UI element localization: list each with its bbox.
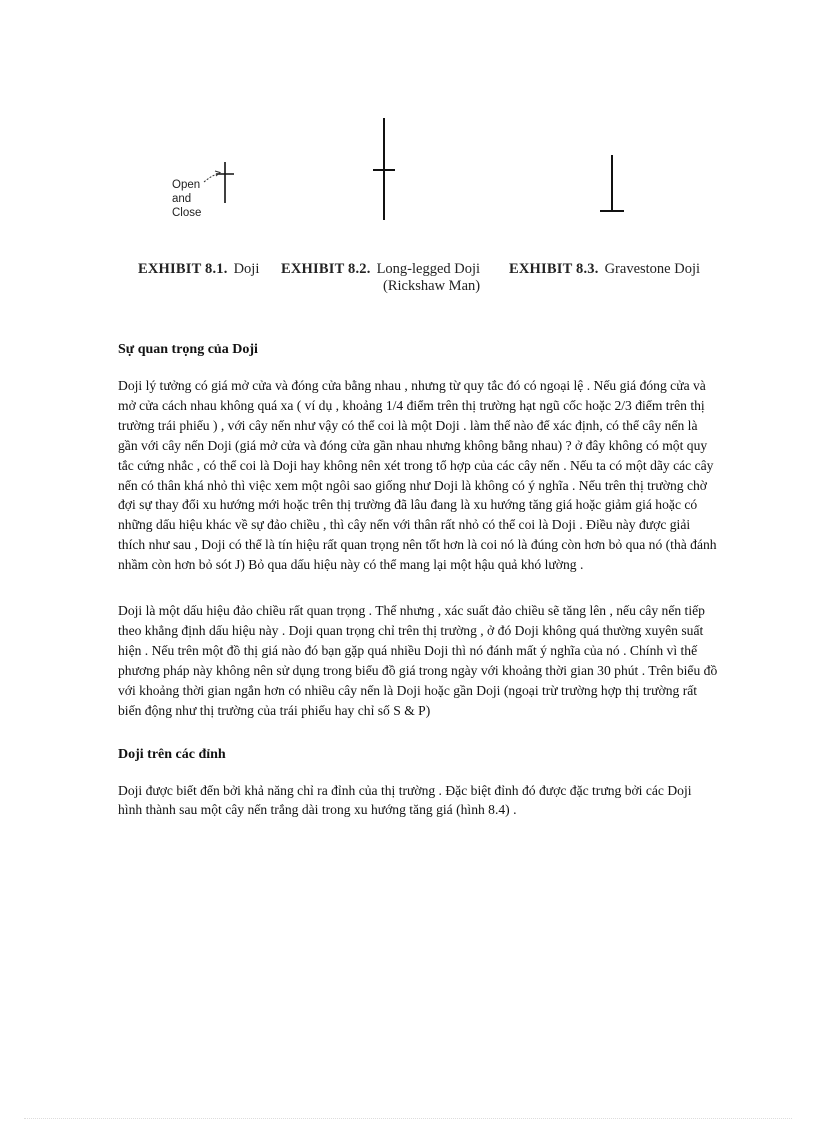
exhibit-title: Gravestone Doji — [604, 261, 701, 277]
doji-candle-icon — [216, 162, 234, 203]
annotation-open: Open — [172, 179, 201, 191]
exhibit-title: Long-legged Doji — [376, 261, 481, 277]
page-bottom-border — [24, 1118, 792, 1119]
annotation-and: and — [172, 193, 192, 205]
gravestone-doji-candle-icon — [600, 155, 624, 211]
exhibit-8-3-caption — [509, 261, 700, 278]
open-close-annotation — [172, 178, 201, 220]
long-legged-doji-candle-icon — [373, 118, 395, 220]
exhibit-number: EXHIBIT 8.3. — [509, 261, 599, 277]
paragraph: Doji lý tưởng có giá mở cửa và đóng cửa bằng nhau , nhưng từ quy tắc đó có ngoại lệ . Nếu giá đóng cửa và mở cửa cách nhau không quá xa ( ví dụ , khoảng 1/4 điểm trên thị trường hạt ngũ cốc hoặc 2/3 điểm trên thị trường trái phiếu ) , với cây nến như vậy có thể coi là một Doji . làm thế nào để xác định, có thể cây nến là gần với cây nến Doji (giá mở cửa và đóng cửa gần nhau nhưng không bằng nhau) ? ở đây không có một quy tắc cứng nhắc , có thể coi là Doji hay không nên xét trong tổ hợp của các cây nến . Nếu ta có một dãy các cây nến có thân khá nhỏ thì việc xem một ngôi sao giống như Doji là không có ý nghĩa . Nếu trên thị trường chờ đợi sự thay đổi xu hướng mới hoặc trên thị trường đã lâu đang là xu hướng tăng giá hoặc giảm giá hoặc có những dấu hiệu khác về sự đảo chiều , thì cây nến với thân rất nhỏ có thể coi là Doji . Điều này được giải thích như sau , Doji có thể là tín hiệu rất quan trọng nên tốt hơn là coi nó là đúng còn hơn bỏ qua nó (thà đánh nhầm còn hơn bỏ sót J) Bỏ qua dấu hiệu này có thể mang lại một hậu quả khó lường . — [118, 378, 717, 573]
exhibit-number: EXHIBIT 8.1. — [138, 261, 228, 277]
exhibit-title: Doji — [233, 261, 260, 277]
exhibit-8-1-caption — [138, 261, 259, 278]
exhibit-subtitle: (Rickshaw Man) — [383, 278, 481, 294]
section-heading-doji-at-tops: Doji trên các đỉnh — [118, 746, 226, 762]
doji-exhibits-figure — [0, 0, 816, 310]
annotation-close: Close — [172, 207, 202, 219]
document-body — [118, 342, 718, 846]
exhibit-number: EXHIBIT 8.2. — [281, 261, 371, 277]
open-close-arrow-icon — [204, 171, 220, 182]
paragraph: Doji được biết đến bởi khả năng chỉ ra đỉnh của thị trường . Đặc biệt đỉnh đó được đặc trưng bởi các Doji hình thành sau một cây nến trắng dài trong xu hướng tăng giá (hình 8.4) . — [118, 782, 692, 818]
section-heading-importance: Sự quan trọng của Doji — [118, 342, 258, 357]
exhibit-8-2-caption — [281, 261, 480, 295]
paragraph: Doji là một dấu hiệu đảo chiều rất quan trọng . Thế nhưng , xác suất đảo chiều sẽ tăng lên , nếu cây nến tiếp theo khẳng định dấu hiệu này . Doji quan trọng chỉ trên thị trường , ở đó Doji không quá thường xuyên suất hiện . Nếu trên một đồ thị giá nào đó bạn gặp quá nhiều Doji thì nó đánh mất ý nghĩa của nó . Chính vì thế phương pháp này không nên sử dụng trong biểu đồ giá trong ngày với khoảng thời gian 30 phút . Trên biểu đồ với khoảng thời gian ngắn hơn có nhiều cây nến là Doji hoặc gần Doji (ngoại trừ trường hợp thị trường rất biến động như thị trường của trái phiếu hay chỉ số S & P) — [118, 603, 718, 718]
